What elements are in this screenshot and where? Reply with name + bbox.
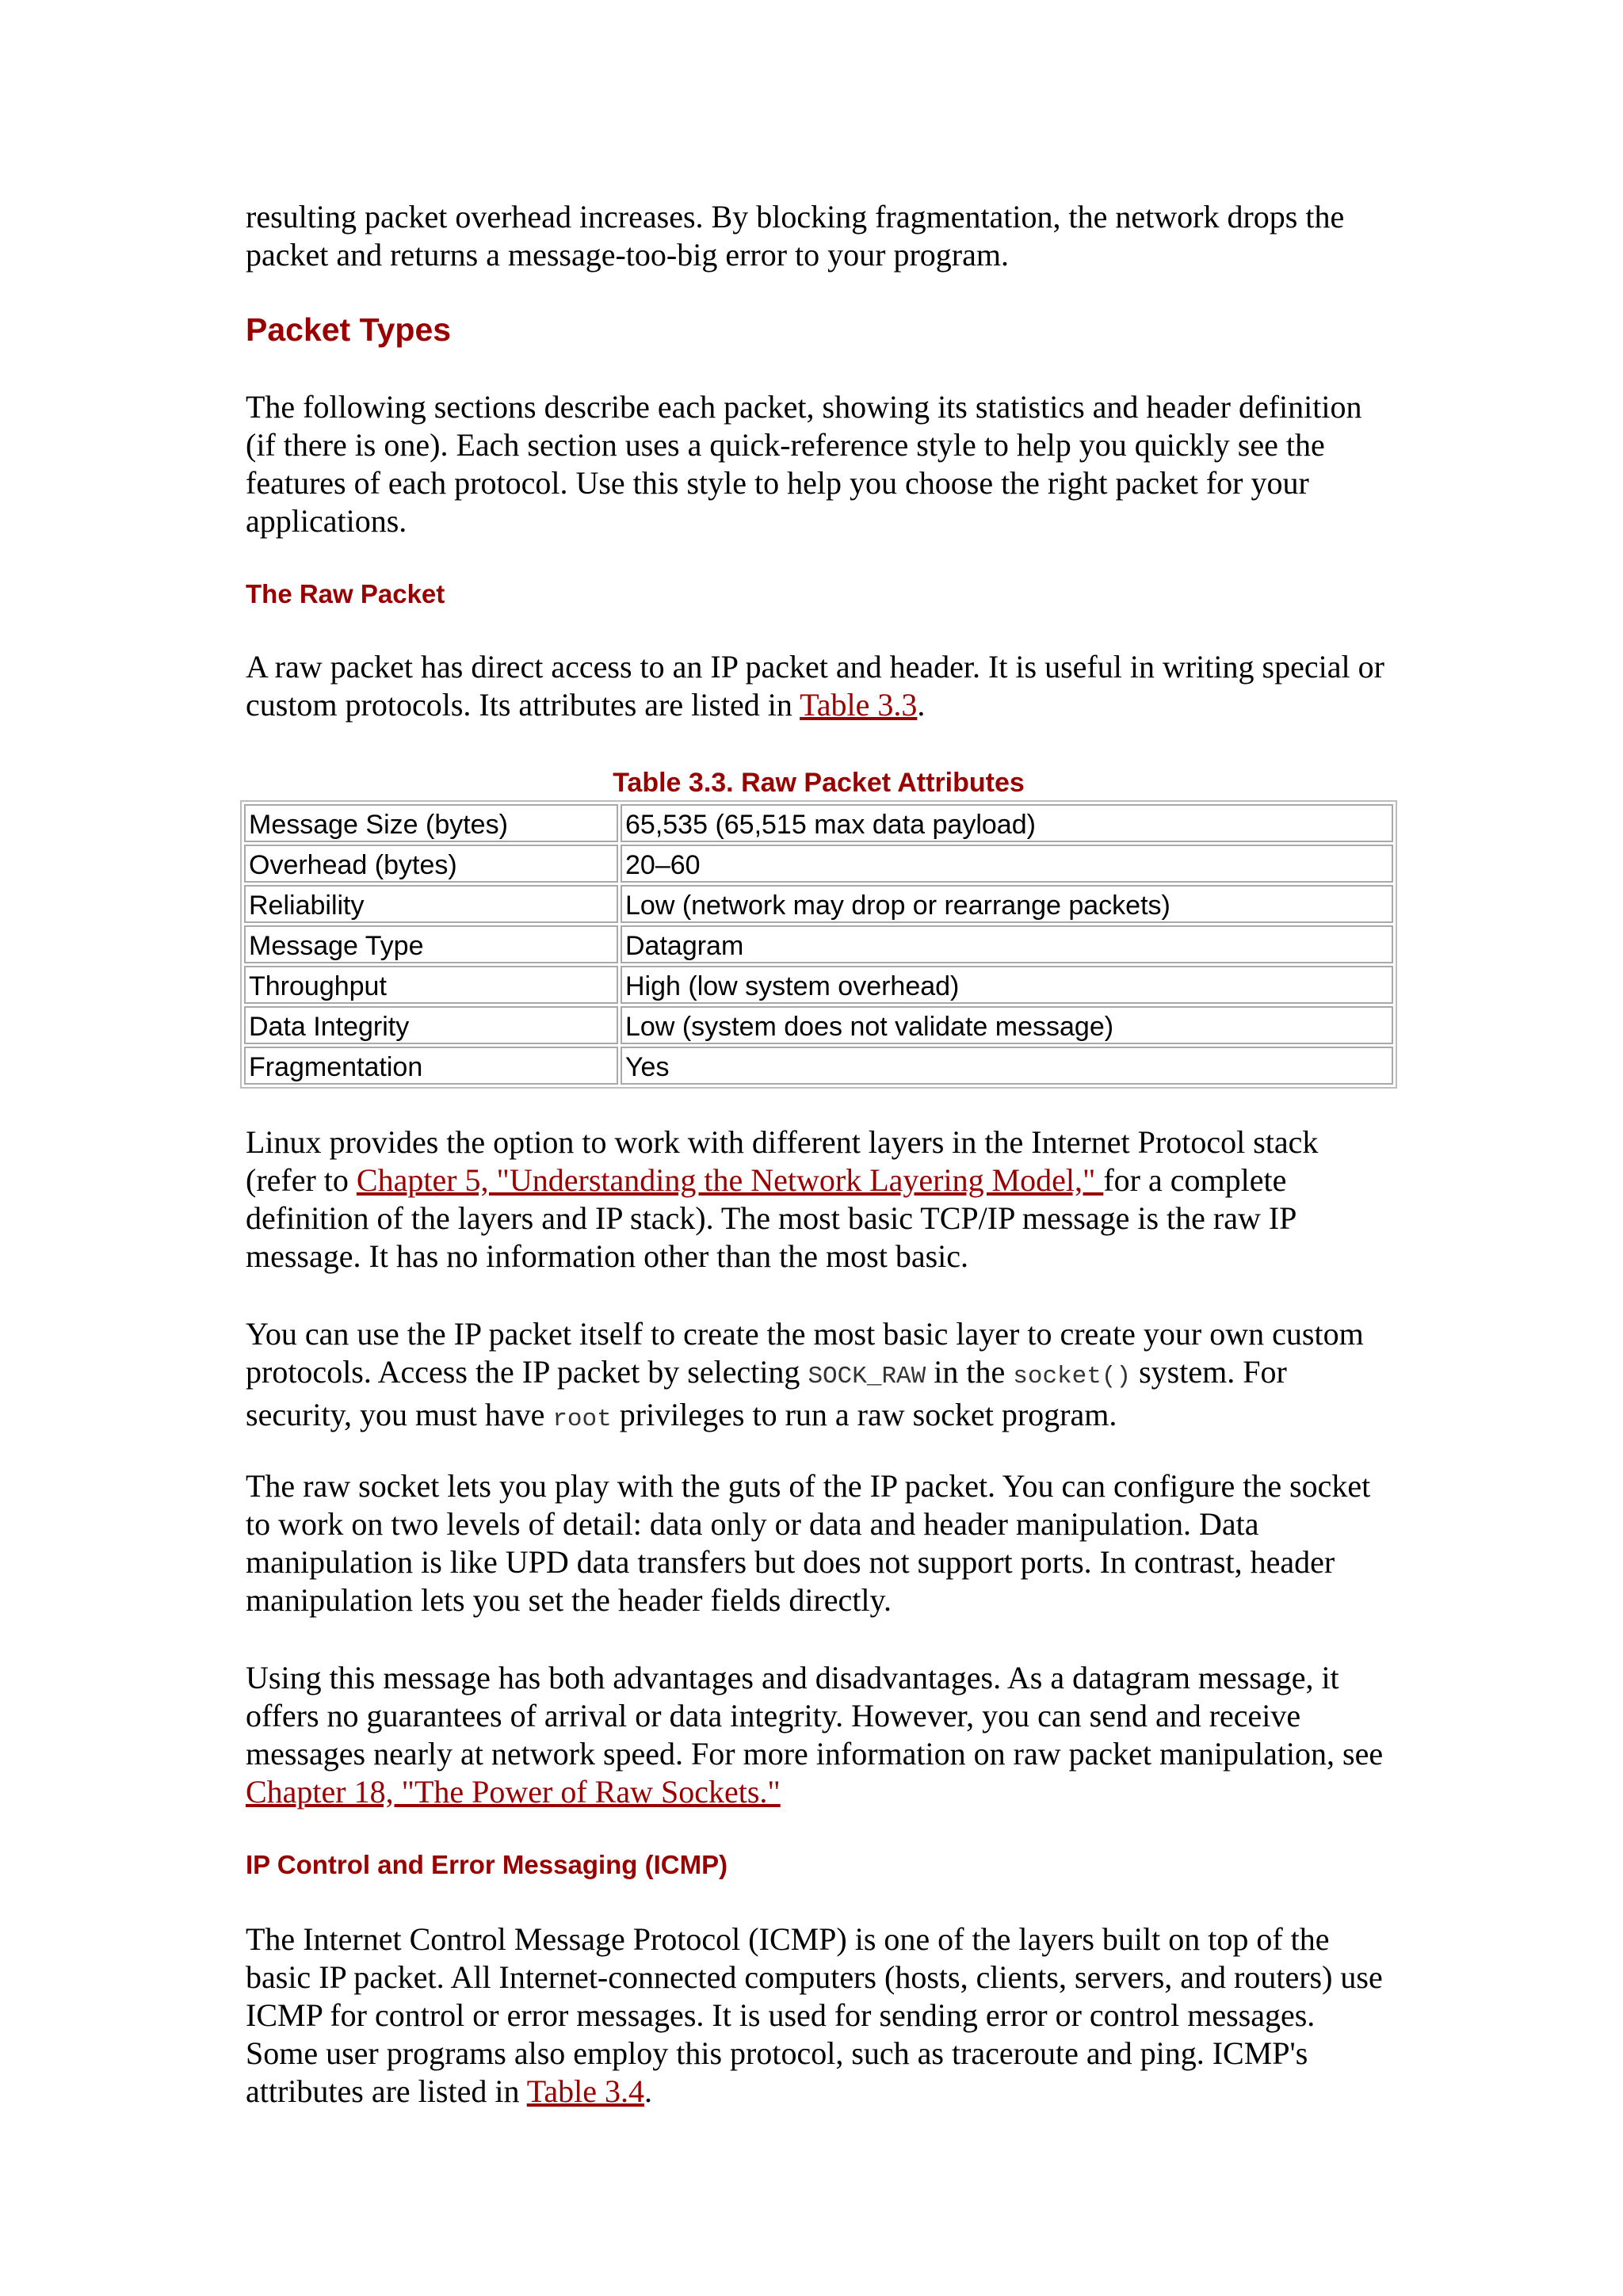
text-span: Linux provides the option to work with different layers in the Internet Protocol stack (refer to: [246, 1124, 1319, 1198]
raw-packet-paragraph-5: [246, 1659, 1395, 1811]
raw-packet-paragraph-4: The raw socket lets you play with the guts of the IP packet. You can configure the socket to work on two levels of detail: data only or data and header manipulation. Data manipulation is like UPD data transfers but does not support ports. In contrast, header manipulation lets you set the header fields directly.: [246, 1468, 1371, 1618]
text-span: You can use the IP packet itself to create the most basic layer to create your own custom protocols. Access the IP packet by selecting: [246, 1316, 1364, 1390]
raw-packet-paragraph-3: [246, 1315, 1395, 1439]
table-row: [244, 1047, 1393, 1085]
raw-packet-attributes-table: [240, 761, 1397, 1089]
raw-packet-paragraph-1: [246, 648, 1395, 724]
table-caption: Table 3.3. Raw Packet Attributes: [613, 768, 1025, 798]
attribute-value: Datagram: [621, 925, 1393, 963]
attribute-name: Message Size (bytes): [244, 804, 618, 842]
table-row: [244, 845, 1393, 883]
attribute-name: Overhead (bytes): [244, 845, 618, 883]
text-span: .: [917, 687, 926, 723]
raw-packet-heading: The Raw Packet: [246, 579, 445, 608]
table-row: [244, 885, 1393, 923]
table-row: [244, 925, 1393, 963]
icmp-paragraph-1: [246, 1920, 1395, 2111]
sock-raw-code: SOCK_RAW: [808, 1363, 926, 1390]
icmp-heading: IP Control and Error Messaging (ICMP): [246, 1850, 728, 1879]
intro-paragraph: resulting packet overhead increases. By blocking fragmentation, the network drops the packet and returns a message-too-big error to your program.: [246, 199, 1345, 273]
attribute-name: Data Integrity: [244, 1006, 618, 1044]
attribute-name: Throughput: [244, 966, 618, 1004]
text-span: .: [644, 2073, 652, 2109]
attribute-value: 20–60: [621, 845, 1393, 883]
attribute-value: High (low system overhead): [621, 966, 1393, 1004]
attribute-name: Message Type: [244, 925, 618, 963]
attribute-name: Reliability: [244, 885, 618, 923]
attribute-value: Yes: [621, 1047, 1393, 1085]
attribute-value: Low (system does not validate message): [621, 1006, 1393, 1044]
attribute-name: Fragmentation: [244, 1047, 618, 1085]
section-title: Packet Types: [246, 311, 452, 348]
attribute-value: Low (network may drop or rearrange packets): [621, 885, 1393, 923]
table-row: [244, 804, 1393, 842]
root-code: root: [552, 1405, 612, 1433]
table-row: [244, 1006, 1393, 1044]
socket-call-code: socket(): [1013, 1363, 1132, 1390]
text-span: A raw packet has direct access to an IP packet and header. It is useful in writing special or custom protocols. Its attributes are listed in: [246, 649, 1384, 723]
text-span: The Internet Control Message Protocol (ICMP) is one of the layers built on top of the basic IP packet. All Internet-connected computers (hosts, clients, servers, and routers) use ICMP for control or error messages. It is used for sending error or control messages. Some user programs also employ this protocol, such as traceroute and ping. ICMP's attributes are listed in: [246, 1921, 1383, 2109]
raw-packet-paragraph-2: [246, 1123, 1395, 1276]
chapter-5-link[interactable]: Chapter 5, "Understanding the Network Layering Model,": [356, 1162, 1104, 1198]
attribute-value: 65,535 (65,515 max data payload): [621, 804, 1393, 842]
text-span: Using this message has both advantages and disadvantages. As a datagram message, it offers no guarantees of arrival or data integrity. However, you can send and receive messages nearly at network speed. For more information on raw packet manipulation, see: [246, 1660, 1384, 1772]
table-3-3-link[interactable]: Table 3.3: [800, 687, 918, 723]
text-span: privileges to run a raw socket program.: [611, 1397, 1117, 1432]
table-row: [244, 966, 1393, 1004]
table-3-4-link[interactable]: Table 3.4: [526, 2073, 644, 2109]
text-span: system. For security, you must have: [246, 1354, 1287, 1432]
text-span: for a complete definition of the layers and IP stack). The most basic TCP/IP message is the raw IP message. It has no information other than the most basic.: [246, 1162, 1296, 1274]
section-paragraph: The following sections describe each packet, showing its statistics and header definition (if there is one). Each section uses a quick-reference style to help you quickly see the features of each protocol. Use this style to help you choose the right packet for your applications.: [246, 389, 1362, 539]
text-span: in the: [926, 1354, 1014, 1390]
chapter-18-link[interactable]: Chapter 18, "The Power of Raw Sockets.": [246, 1774, 781, 1810]
